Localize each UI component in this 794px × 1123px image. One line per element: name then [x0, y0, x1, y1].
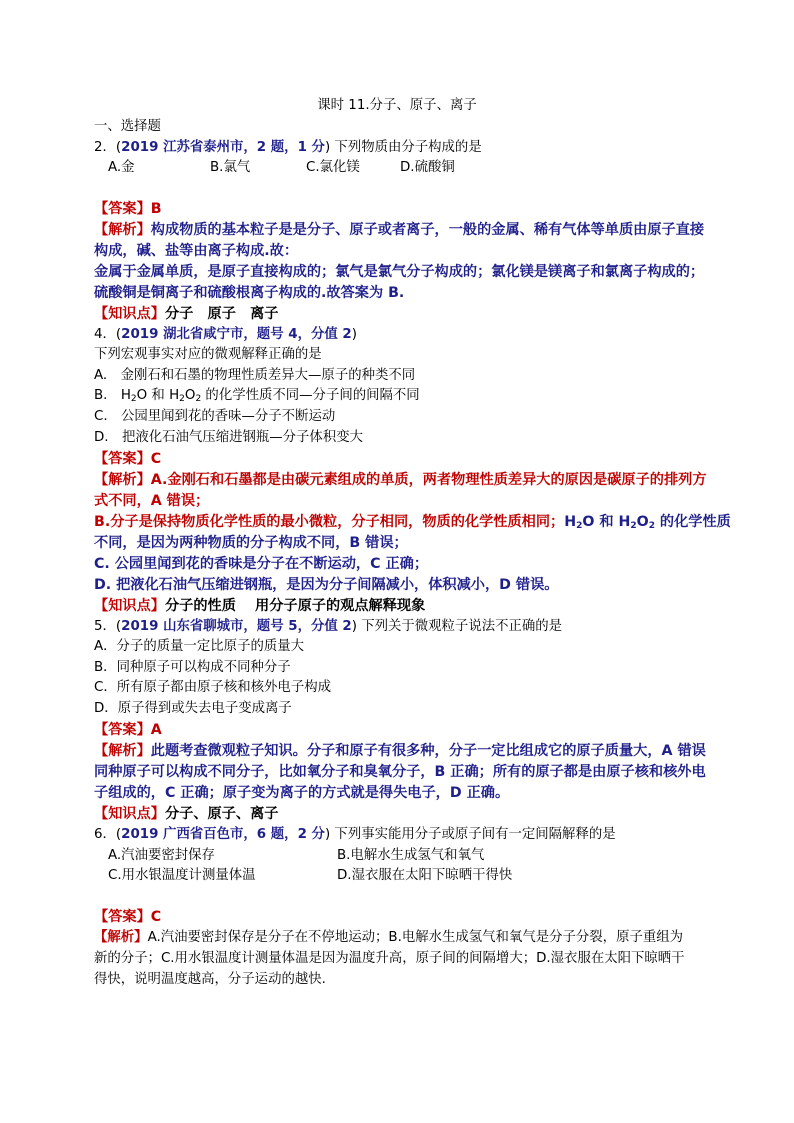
question-4-stem: 下列宏观事实对应的微观解释正确的是 — [94, 347, 322, 362]
q2-option-d: D.硫酸铜 — [400, 160, 455, 175]
question-source: 2019 山东省聊城市，题号 5，分值 2 — [121, 619, 352, 634]
knowledge-label: 【知识点】 — [94, 806, 165, 822]
explanation-label: 【解析】 — [94, 930, 148, 945]
subscript: 2 — [630, 521, 637, 531]
q4-knowledge-point — [94, 596, 425, 616]
q2-option-a: A.金 — [108, 160, 135, 175]
q6-explanation-line-3: 得快，说明温度越高，分子运动的越快. — [94, 972, 326, 987]
subscript: 2 — [195, 394, 202, 404]
q5-answer — [94, 720, 162, 740]
q5-knowledge-point — [94, 804, 278, 824]
question-text: ) 下列事实能用分子或原子间有一定间隔解释的是 — [324, 827, 616, 842]
explanation-text: A.汽油要密封保存是分子在不停地运动；B.电解水生成氢气和氧气是分子分裂，原子重组为 — [147, 930, 684, 945]
answer-label: 【答案】 — [94, 909, 151, 925]
subscript: 2 — [576, 521, 583, 531]
q4-explanation-line-2: 式不同，A 错误； — [94, 493, 210, 509]
q2-explanation-line-1 — [94, 220, 704, 240]
q6-answer — [94, 907, 161, 927]
q2-option-c: C.氯化镁 — [306, 160, 360, 175]
q4-option-b — [94, 386, 420, 406]
q2-explanation-line-2: 构成，碱、盐等由离子构成.故： — [94, 243, 299, 259]
knowledge-text: 分子、原子、离子 — [164, 806, 279, 822]
q6-option-a: A.汽油要密封保存 — [108, 848, 215, 863]
q4-explanation-line-4: 不同，是因为两种物质的分子构成不同，B 错误； — [94, 535, 408, 551]
option-text: O 和 H — [136, 388, 180, 403]
q2-option-b: B.氯气 — [210, 160, 251, 175]
subscript: 2 — [130, 394, 137, 404]
question-number: 6．( — [94, 827, 122, 842]
knowledge-label: 【知识点】 — [94, 598, 165, 614]
answer-value: C — [150, 909, 162, 925]
subscript: 2 — [179, 394, 185, 404]
knowledge-label: 【知识点】 — [94, 306, 165, 322]
knowledge-text: 分子的性质 用分子原子的观点解释现象 — [164, 598, 426, 614]
question-source: 2019 广西省百色市，6 题，2 分 — [121, 827, 325, 842]
answer-label: 【答案】 — [94, 201, 151, 217]
q5-option-d: D．原子得到或失去电子变成离子 — [94, 701, 292, 716]
q5-explanation-line-1 — [94, 741, 706, 761]
q5-option-a: A．分子的质量一定比原子的质量大 — [94, 639, 305, 654]
q4-explanation-line-6: D. 把液化石油气压缩进钢瓶，是因为分子间隔减小，体积减小，D 错误。 — [94, 577, 559, 593]
q4-explanation-line-3 — [94, 512, 731, 532]
question-4-header — [94, 325, 357, 345]
explanation-text: 的化学性质 — [654, 514, 731, 530]
q6-option-d: D.湿衣服在太阳下晾晒干得快 — [337, 868, 513, 883]
question-source: 2019 湖北省咸宁市，题号 4，分值 2 — [121, 327, 352, 342]
q4-option-c: C. 公园里闻到花的香味—分子不断运动 — [94, 409, 336, 424]
question-6-stem — [94, 825, 616, 845]
question-text: ) 下列关于微观粒子说法不正确的是 — [351, 619, 563, 634]
answer-value: B — [150, 201, 162, 217]
q5-option-c: C．所有原子都由原子核和核外电子构成 — [94, 680, 331, 695]
formula: O — [636, 514, 649, 530]
q5-option-b: B．同种原子可以构成不同种分子 — [94, 660, 291, 675]
option-text: O — [184, 388, 196, 403]
formula: H — [564, 514, 577, 530]
q4-explanation-line-1 — [94, 470, 707, 490]
q6-explanation-line-2: 新的分子；C.用水银温度计测量体温是因为温度升高，原子间的间隔增大；D.湿衣服在太阳下晾晒干 — [94, 951, 685, 966]
q5-explanation-line-3: 子组成的，C 正确；原子变为离子的方式就是得失电子，D 正确。 — [94, 785, 510, 801]
question-text: ) 下列物质由分子构成的是 — [324, 140, 482, 155]
q4-explanation-line-5: C. 公园里闻到花的香味是分子在不断运动，C 正确； — [94, 556, 429, 572]
question-number: 5．( — [94, 619, 122, 634]
q2-knowledge-point — [94, 304, 278, 324]
q6-option-b: B.电解水生成氢气和氧气 — [337, 848, 485, 863]
answer-label: 【答案】 — [94, 451, 151, 467]
explanation-text: B.分子是保持物质化学性质的最小微粒，分子相同，物质的化学性质相同； — [94, 514, 565, 530]
q4-answer — [94, 449, 161, 469]
section-heading: 一、选择题 — [94, 119, 161, 134]
explanation-text: A.金刚石和石墨都是由碳元素组成的单质，两者物理性质差异大的原因是碳原子的排列方 — [150, 472, 707, 488]
subscript: 2 — [648, 521, 655, 531]
q6-explanation-line-1 — [94, 928, 683, 948]
answer-label: 【答案】 — [94, 722, 151, 738]
q2-explanation-line-3: 金属于金属单质，是原子直接构成的；氯气是氯气分子构成的；氯化镁是镁离子和氯离子构成的； — [94, 264, 705, 280]
q4-option-d: D. 把液化石油气压缩进钢瓶—分子体积变大 — [94, 430, 363, 445]
question-source: 2019 江苏省泰州市，2 题，1 分 — [121, 140, 325, 155]
page-title: 课时 11.分子、原子、离子 — [317, 98, 477, 113]
option-text: B. H — [94, 388, 131, 403]
answer-value: C — [150, 451, 162, 467]
knowledge-text: 分子 原子 离子 — [164, 306, 279, 322]
q6-option-c: C.用水银温度计测量体温 — [108, 868, 256, 883]
explanation-label: 【解析】 — [94, 743, 151, 759]
question-number: 2．( — [94, 140, 122, 155]
question-5-stem — [94, 617, 562, 637]
question-number: 4．( — [94, 327, 122, 342]
q5-explanation-line-2: 同种原子可以构成不同分子，比如氧分子和臭氧分子，B 正确；所有的原子都是由原子核和核外电 — [94, 764, 706, 780]
formula: O 和 H — [582, 514, 631, 530]
explanation-label: 【解析】 — [94, 472, 151, 488]
explanation-text: 此题考查微观粒子知识。分子和原子有很多种，分子一定比组成它的原子质量大，A 错误 — [150, 743, 706, 759]
explanation-label: 【解析】 — [94, 222, 151, 238]
q2-answer — [94, 199, 162, 219]
answer-value: A — [150, 722, 162, 738]
option-text: 的化学性质不同—分子间的间隔不同 — [201, 388, 420, 403]
q2-explanation-line-4: 硫酸铜是铜离子和硫酸根离子构成的.故答案为 B. — [94, 285, 405, 301]
question-text: ) — [351, 327, 357, 342]
q4-option-a: A. 金刚石和石墨的物理性质差异大—原子的种类不同 — [94, 368, 416, 383]
question-2-stem — [94, 138, 482, 158]
explanation-text: 构成物质的基本粒子是是分子、原子或者离子，一般的金属、稀有气体等单质由原子直接 — [150, 222, 705, 238]
